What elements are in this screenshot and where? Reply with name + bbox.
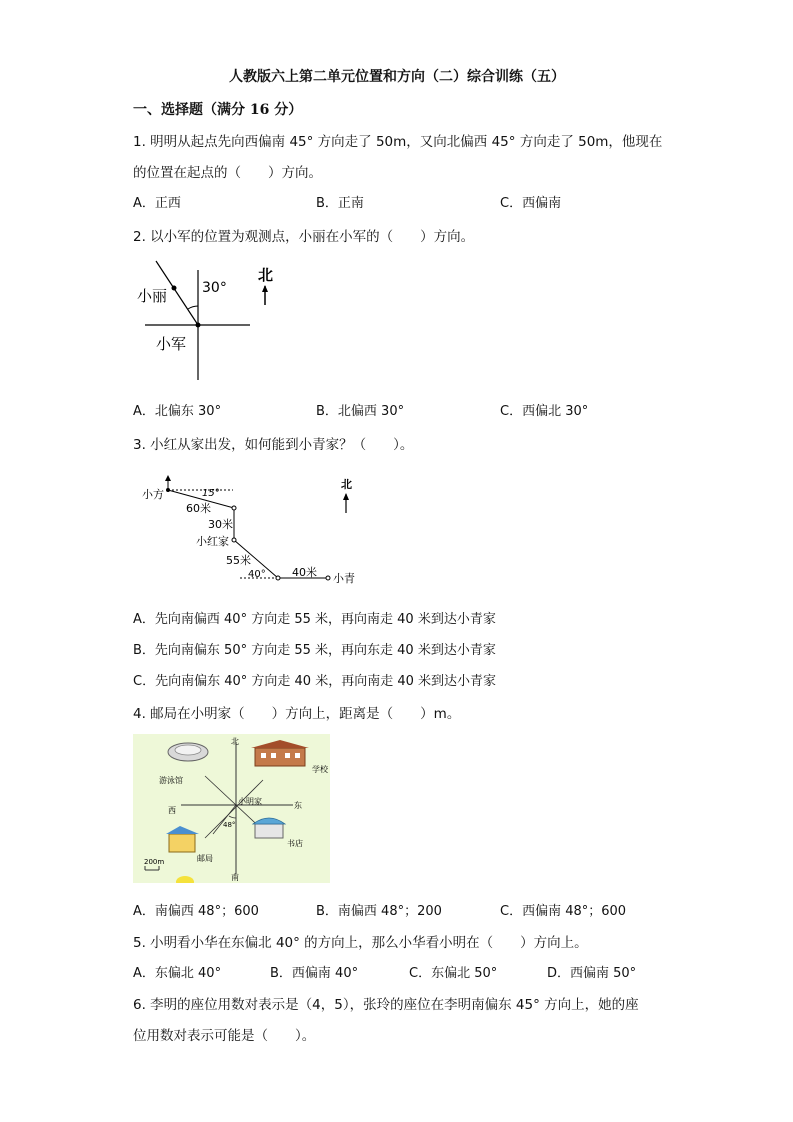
q2-north-label: 北: [258, 266, 274, 284]
section-heading: 一、选择题（满分 16 分）: [133, 102, 303, 118]
q2-option-a[interactable]: A．北偏东 30°: [133, 404, 222, 419]
q2-figure: [130, 258, 290, 383]
q3-angle-top: 15°: [202, 488, 220, 499]
map-west-label: 西: [168, 806, 176, 815]
q1-option-a[interactable]: A．正西: [133, 196, 181, 211]
q4-option-b[interactable]: B．南偏西 48°；200: [316, 904, 442, 919]
question-6-line-1: 6. 李明的座位用数对表示是（4，5），张玲的座位在李明南偏东 45° 方向上，她的座: [133, 997, 639, 1013]
q3-label-home: 小红家: [196, 535, 229, 548]
q5-option-d[interactable]: D．西偏南 50°: [547, 966, 637, 981]
map-center-label: 小明家: [238, 797, 262, 806]
page-title: 人教版六上第二单元位置和方向（二）综合训练（五）: [229, 69, 565, 85]
map-east-label: 东: [294, 801, 302, 810]
question-5-line-1: 5. 小明看小华在东偏北 40° 的方向上，那么小华看小明在（ ）方向上。: [133, 935, 588, 951]
map-school-label: 学校: [312, 765, 328, 774]
map-post-label: 邮局: [197, 854, 213, 863]
q3-north-label: 北: [341, 478, 352, 491]
map-angle-label: 48°: [223, 821, 236, 829]
map-pool-label: 游泳馆: [159, 776, 183, 785]
post-office-icon: [169, 834, 195, 852]
bookstore-icon: [255, 824, 283, 838]
map-book-label: 书店: [287, 839, 303, 848]
q5-option-b[interactable]: B．西偏南 40°: [270, 966, 359, 981]
q4-map: [133, 734, 330, 883]
q3-label-end: 小青: [333, 572, 355, 585]
question-1-line-2: 的位置在起点的（ ）方向。: [133, 165, 322, 181]
q3-label-xiaofang: 小方: [142, 488, 164, 501]
q3-seg4: 40米: [292, 566, 317, 579]
q3-angle-bottom: 40°: [248, 569, 266, 580]
q2-label-xiaojun: 小军: [156, 335, 187, 353]
map-south-label: 南: [231, 873, 239, 882]
question-1-line-1: 1. 明明从起点先向西偏南 45° 方向走了 50m，又向北偏西 45° 方向走了 50m，他现在: [133, 134, 663, 150]
q3-figure: [138, 470, 368, 590]
q3-option-b[interactable]: B．先向南偏东 50° 方向走 55 米，再向东走 40 米到达小青家: [133, 643, 496, 658]
q1-option-c[interactable]: C．西偏南: [500, 196, 562, 211]
q3-seg1: 60米: [186, 502, 211, 515]
q3-option-a[interactable]: A．先向南偏西 40° 方向走 55 米，再向南走 40 米到达小青家: [133, 612, 496, 627]
q5-option-c[interactable]: C．东偏北 50°: [409, 966, 498, 981]
question-3-line-1: 3. 小红从家出发，如何能到小青家？（ ）。: [133, 437, 414, 453]
q2-label-xiaoli: 小丽: [137, 287, 168, 305]
q2-option-b[interactable]: B．北偏西 30°: [316, 404, 405, 419]
q3-seg3: 55米: [226, 554, 251, 567]
q3-seg2: 30米: [208, 518, 233, 531]
q2-option-c[interactable]: C．西偏北 30°: [500, 404, 589, 419]
q4-option-c[interactable]: C．西偏南 48°；600: [500, 904, 627, 919]
question-2-line-1: 2. 以小军的位置为观测点，小丽在小军的（ ）方向。: [133, 229, 475, 245]
q3-option-c[interactable]: C．先向南偏东 40° 方向走 40 米，再向南走 40 米到达小青家: [133, 674, 496, 689]
question-6-line-2: 位用数对表示可能是（ ）。: [133, 1028, 316, 1044]
q4-option-a[interactable]: A．南偏西 48°；600: [133, 904, 259, 919]
map-scale-label: 200m: [144, 858, 165, 866]
question-4-line-1: 4. 邮局在小明家（ ）方向上，距离是（ ）m。: [133, 706, 461, 722]
q1-option-b[interactable]: B．正南: [316, 196, 364, 211]
map-north-label: 北: [231, 737, 239, 746]
q2-angle-label: 30°: [202, 280, 227, 296]
q5-option-a[interactable]: A．东偏北 40°: [133, 966, 222, 981]
